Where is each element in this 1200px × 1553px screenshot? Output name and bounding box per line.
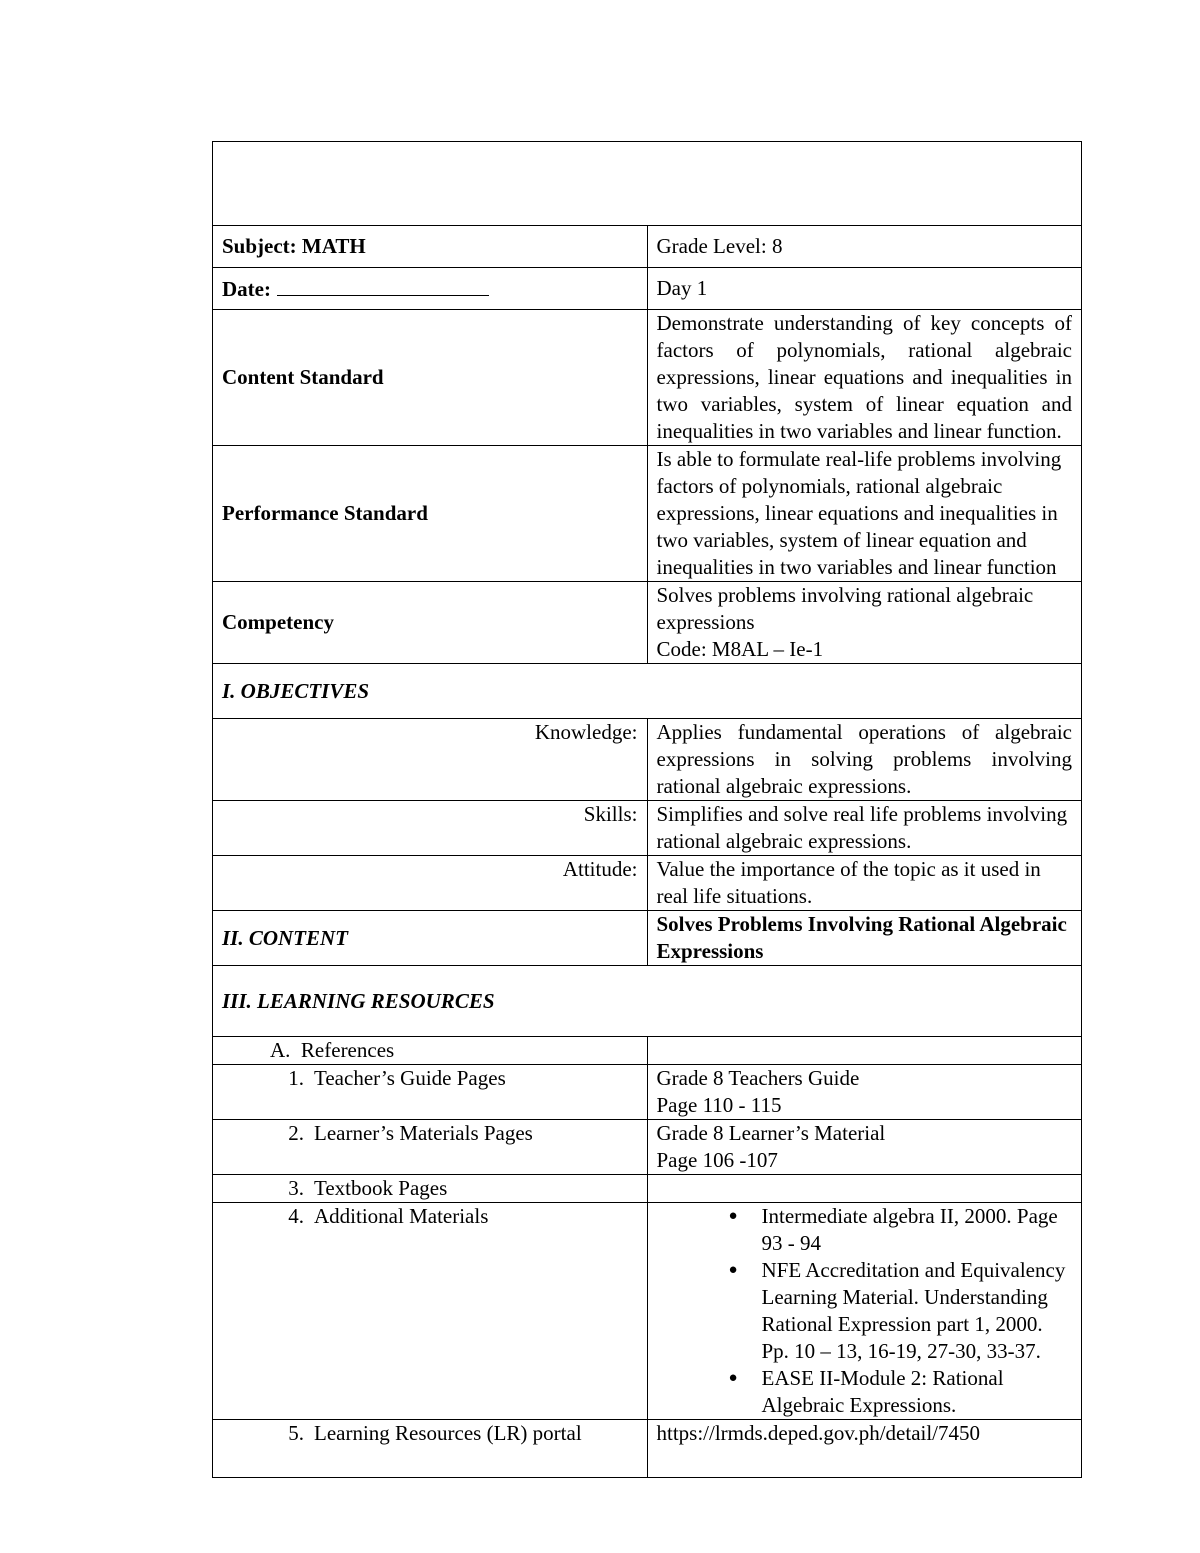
performance-standard-row	[213, 446, 1082, 582]
header-blank-cell	[213, 142, 1082, 226]
references-value-cell	[647, 1037, 1082, 1065]
references-label: References	[300, 1038, 395, 1062]
textbook-cell	[213, 1175, 648, 1203]
lr-portal-row	[213, 1420, 1082, 1478]
resources-heading-row	[213, 966, 1082, 1037]
item-number: 4.	[288, 1204, 304, 1228]
content-row	[213, 911, 1082, 966]
content-text: Solves Problems Involving Rational Algebraic Expressions	[647, 911, 1082, 966]
item-number: 3.	[288, 1176, 304, 1200]
lr-portal-value	[647, 1420, 1082, 1478]
attitude-row	[213, 856, 1082, 911]
textbook-value	[647, 1175, 1082, 1203]
competency-code: Code: M8AL – Ie-1	[656, 637, 824, 661]
competency-row	[213, 582, 1082, 664]
additional-materials-list	[657, 1203, 1073, 1419]
competency-label: Competency	[213, 582, 648, 664]
header-blank-row	[213, 142, 1082, 226]
references-letter: A.	[270, 1038, 291, 1062]
additional-materials-cell	[213, 1203, 648, 1420]
list-item: ● Intermediate algebra II, 2000. Page 93 - 94	[762, 1203, 1073, 1257]
date-row	[213, 268, 1082, 310]
lesson-plan-table	[212, 141, 1082, 1478]
objectives-heading: I. OBJECTIVES	[213, 664, 1082, 719]
learners-materials-value	[647, 1120, 1082, 1175]
content-heading: II. CONTENT	[213, 911, 648, 966]
references-row	[213, 1037, 1082, 1065]
references-cell	[213, 1037, 648, 1065]
subject-row	[213, 226, 1082, 268]
skills-row	[213, 801, 1082, 856]
performance-standard-text: Is able to formulate real-life problems involving factors of polynomials, rational algebraic expressions, linear equations and inequalities in two variables, system of linear equation and inequalities in two variables and linear function	[647, 446, 1082, 582]
date-label: Date:	[222, 276, 271, 301]
item-number: 2.	[288, 1121, 304, 1145]
item-number: 5.	[288, 1421, 304, 1445]
additional-materials-row	[213, 1203, 1082, 1420]
objectives-heading-row	[213, 664, 1082, 719]
knowledge-row	[213, 719, 1082, 801]
teachers-guide-row	[213, 1065, 1082, 1120]
teachers-guide-label: Teacher’s Guide Pages	[314, 1066, 506, 1090]
performance-standard-label: Performance Standard	[213, 446, 648, 582]
grade-level-cell: Grade Level: 8	[647, 226, 1082, 268]
references-item	[222, 1037, 638, 1064]
knowledge-text: Applies fundamental operations of algebraic expressions in solving problems involving rational algebraic expressions.	[647, 719, 1082, 801]
knowledge-label: Knowledge:	[213, 719, 648, 801]
content-standard-label: Content Standard	[213, 310, 648, 446]
item-number: 1.	[288, 1066, 304, 1090]
teachers-guide-cell	[213, 1065, 648, 1120]
subject-cell: Subject: MATH	[213, 226, 648, 268]
competency-cell	[647, 582, 1082, 664]
textbook-row	[213, 1175, 1082, 1203]
additional-materials-value	[647, 1203, 1082, 1420]
lr-portal-label: Learning Resources (LR) portal	[314, 1421, 582, 1445]
learners-materials-label: Learner’s Materials Pages	[314, 1121, 533, 1145]
learners-materials-cell	[213, 1120, 648, 1175]
day-cell: Day 1	[647, 268, 1082, 310]
list-item: ● EASE II-Module 2: Rational Algebraic Expressions.	[762, 1365, 1073, 1419]
additional-materials-label: Additional Materials	[314, 1204, 489, 1228]
content-standard-row	[213, 310, 1082, 446]
learners-materials-row	[213, 1120, 1082, 1175]
textbook-label: Textbook Pages	[314, 1176, 448, 1200]
teachers-guide-value	[647, 1065, 1082, 1120]
content-standard-text: Demonstrate understanding of key concepts of factors of polynomials, rational algebraic expressions, linear equations and inequalities in two variables, system of linear equation and inequalities in two variables and linear function.	[647, 310, 1082, 446]
learners-materials-title: Grade 8 Learner’s Material	[656, 1121, 886, 1145]
teachers-guide-title: Grade 8 Teachers Guide	[656, 1066, 860, 1090]
attitude-text: Value the importance of the topic as it used in real life situations.	[647, 856, 1082, 911]
skills-text: Simplifies and solve real life problems involving rational algebraic expressions.	[647, 801, 1082, 856]
skills-label: Skills:	[213, 801, 648, 856]
teachers-guide-pages: Page 110 - 115	[656, 1093, 782, 1117]
learners-materials-pages: Page 106 -107	[656, 1148, 778, 1172]
list-item: ● NFE Accreditation and Equivalency Learning Material. Understanding Rational Expression part 1, 2000. Pp. 10 – 13, 16-19, 27-30, 33-37.	[762, 1257, 1073, 1365]
competency-text: Solves problems involving rational algebraic expressions	[656, 583, 1034, 634]
lr-portal-cell	[213, 1420, 648, 1478]
date-cell	[213, 268, 648, 310]
date-blank-line[interactable]	[277, 275, 489, 296]
attitude-label: Attitude:	[213, 856, 648, 911]
resources-heading: III. LEARNING RESOURCES	[213, 966, 1082, 1037]
lr-portal-link[interactable]: https://lrmds.deped.gov.ph/detail/7450	[656, 1421, 981, 1445]
